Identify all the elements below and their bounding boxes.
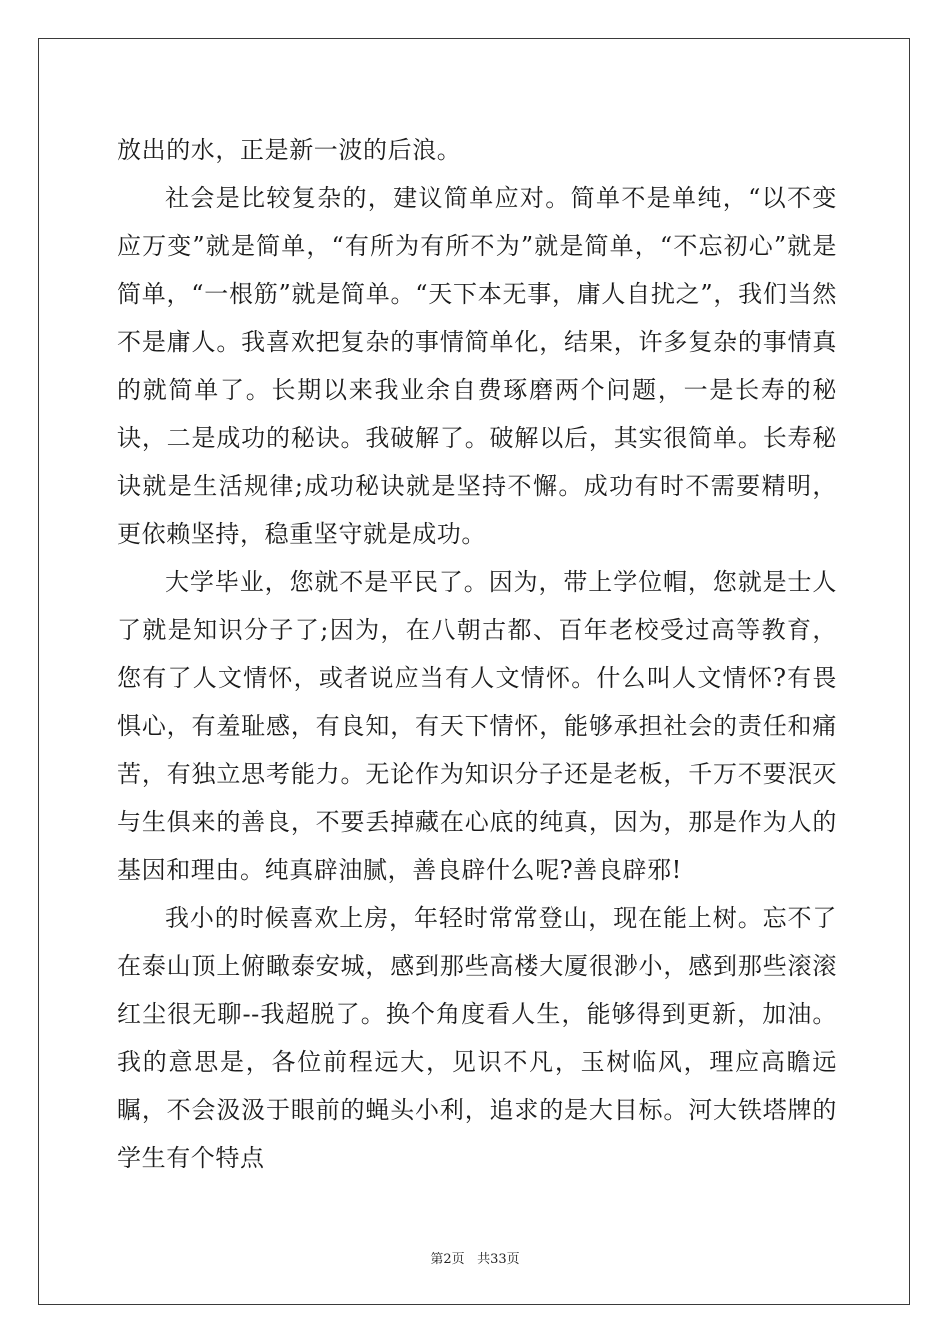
page-number: 第2页 [430,1252,465,1267]
paragraph-2: 社会是比较复杂的，建议简单应对。简单不是单纯，“以不变应万变”就是简单，“有所为有所不为”就是简单，“不忘初心”就是简单，“一根筋”就是简单。“天下本无事，庸人自扰之”，我们当然不是庸人。我喜欢把复杂的事情简单化，结果，许多复杂的事情真的就简单了。长期以来我业余自费琢磨两个问题，一是长寿的秘诀，二是成功的秘诀。我破解了。破解以后，其实很简单。长寿秘诀就是生活规律;成功秘诀就是坚持不懈。成功有时不需要精明，更依赖坚持，稳重坚守就是成功。 [117,184,837,548]
footer-spacer [465,1252,477,1267]
page-footer [0,1248,950,1267]
paragraph-1: 放出的水，正是新一波的后浪。 [117,136,462,164]
document-body [117,126,837,1182]
total-pages: 共33页 [477,1252,520,1267]
paragraph-4: 我小的时候喜欢上房，年轻时常常登山，现在能上树。忘不了在泰山顶上俯瞰泰安城，感到那些高楼大厦很渺小，感到那些滚滚红尘很无聊--我超脱了。换个角度看人生，能够得到更新，加油。我的意思是，各位前程远大，见识不凡，玉树临风，理应高瞻远瞩，不会汲汲于眼前的蝇头小利，追求的是大目标。河大铁塔牌的学生有个特点 [117,904,837,1172]
paragraph-3: 大学毕业，您就不是平民了。因为，带上学位帽，您就是士人了就是知识分子了;因为，在八朝古都、百年老校受过高等教育，您有了人文情怀，或者说应当有人文情怀。什么叫人文情怀?有畏惧心，有羞耻感，有良知，有天下情怀，能够承担社会的责任和痛苦，有独立思考能力。无论作为知识分子还是老板，千万不要泯灭与生俱来的善良，不要丢掉藏在心底的纯真，因为，那是作为人的基因和理由。纯真辟油腻，善良辟什么呢?善良辟邪! [117,568,837,884]
